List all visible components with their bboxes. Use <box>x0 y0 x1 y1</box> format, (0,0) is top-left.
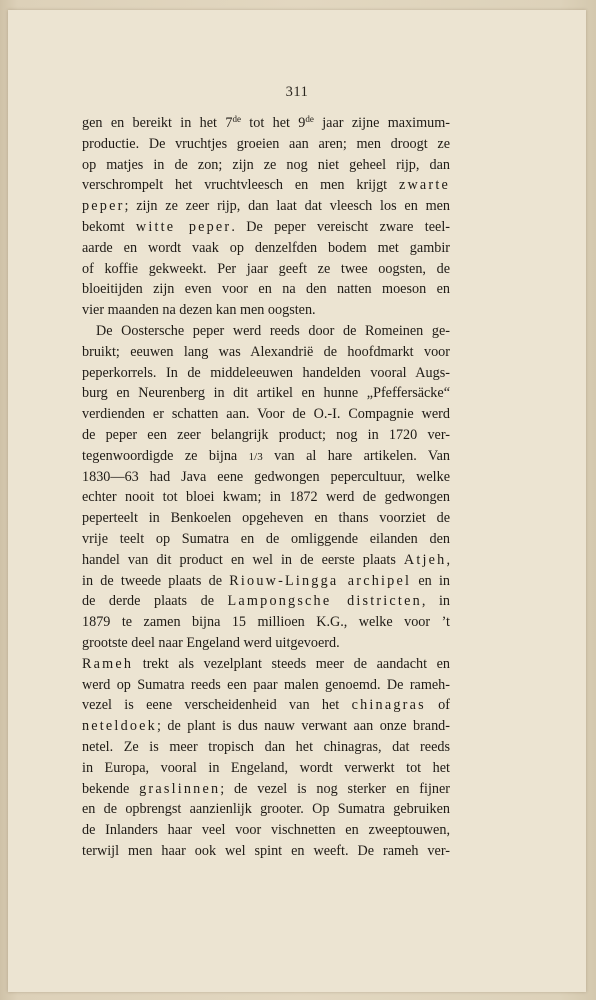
text-line <box>82 758 450 779</box>
text-line <box>82 612 450 633</box>
text-line <box>82 508 450 529</box>
text-run: trekt als vezelplant steeds meer de aandacht en <box>133 655 450 672</box>
text-run: de derde plaats de <box>82 593 228 610</box>
text-run: ; zijn ze zeer rijp, dan laat dat vleesch los en men <box>124 198 450 215</box>
text-line <box>82 425 450 446</box>
text-run: vrije teelt op Sumatra en de omliggende eilanden den <box>82 530 450 547</box>
text-run: , <box>446 551 450 568</box>
text-run: ; de vezel is nog sterker en fijner <box>220 780 450 797</box>
text-line <box>82 217 450 238</box>
text-run: aarde en wordt vaak op denzelfden bodem met gambir <box>82 239 450 256</box>
text-run: en de opbrengst aanzienlijk grooter. Op Sumatra gebruiken <box>82 801 450 818</box>
text-run: verdienden er schatten aan. Voor de O.-I. Compagnie werd <box>82 406 450 423</box>
book-page <box>8 10 586 992</box>
text-line <box>82 383 450 404</box>
text-run: bloeitijden zijn even voor en na den natten moeson en <box>82 281 450 298</box>
text-run: of <box>425 697 450 714</box>
text-line <box>82 467 450 488</box>
text-run: netel. Ze is meer tropisch dan het chinagras, dat reeds <box>82 738 450 755</box>
text-line <box>82 654 450 675</box>
text-line <box>82 841 450 862</box>
page-number: 311 <box>285 84 309 100</box>
body-text <box>82 113 450 862</box>
text-line <box>82 591 450 612</box>
text-line <box>82 446 450 467</box>
text-run: 1879 te zamen bijna 15 millioen K.G., welke voor ’t <box>82 614 450 631</box>
spaced-term: neteldoek <box>82 718 157 735</box>
text-run: gen en bereikt in het 7 <box>82 115 233 131</box>
text-line <box>82 175 450 196</box>
text-run: ; de plant is dus nauw verwant aan onze brand- <box>156 718 450 735</box>
text-line <box>82 196 450 217</box>
text-line <box>82 529 450 550</box>
text-line <box>82 238 450 259</box>
text-line <box>82 737 450 758</box>
text-run: en in <box>411 572 450 589</box>
text-line <box>82 404 450 425</box>
text-run: verschrompelt het vruchtvleesch en men krijgt <box>82 177 399 194</box>
text-line <box>82 633 450 654</box>
text-run: de Inlanders haar veel voor vischnetten en zweeptouwen, <box>82 822 450 839</box>
text-line <box>82 695 450 716</box>
text-run: in Europa, vooral in Engeland, wordt verwerkt tot het <box>82 759 450 776</box>
text-run: vezel is eene verscheidenheid van het <box>82 697 352 714</box>
text-run: op matjes in de zon; zijn ze nog niet geheel rijp, dan <box>82 156 450 173</box>
superscript: de <box>232 114 241 124</box>
spaced-term: graslinnen <box>139 780 221 797</box>
text-run: of koffie gekweekt. Per jaar geeft ze twee oogsten, de <box>82 260 450 277</box>
text-line <box>82 363 450 384</box>
text-run: werd op Sumatra reeds een paar malen genoemd. De rameh- <box>82 676 450 693</box>
text-line <box>82 571 450 592</box>
text-line <box>82 321 450 342</box>
text-line <box>82 300 450 321</box>
text-run: in de tweede plaats de <box>82 572 230 589</box>
text-run: vier maanden na dezen kan men oogsten. <box>82 302 316 319</box>
text-line <box>82 779 450 800</box>
text-run: burg en Neurenberg in dit artikel en hunne „Pfeffersäcke“ <box>82 385 450 402</box>
text-run: bruikt; eeuwen lang was Alexandrië de hoofdmarkt voor <box>82 343 450 360</box>
text-run: peperteelt in Benkoelen opgeheven en thans voorziet de <box>82 510 450 527</box>
spaced-term: Riouw-Lingga archipel <box>229 572 412 589</box>
text-run: echter nooit tot bloei kwam; in 1872 werd de gedwongen <box>82 489 450 506</box>
superscript: de <box>305 114 314 124</box>
text-run: productie. De vruchtjes groeien aan aren; men droogt ze <box>82 135 450 152</box>
spaced-term: Atjeh <box>403 551 447 568</box>
spaced-term: Rameh <box>82 655 134 672</box>
spaced-term: witte peper <box>135 218 232 235</box>
text-run: , in <box>421 593 450 610</box>
text-line <box>82 279 450 300</box>
text-run: terwijl men haar ook wel spint en weeft. De rameh ver- <box>82 842 450 859</box>
text-line <box>82 487 450 508</box>
text-line <box>82 342 450 363</box>
text-line <box>82 675 450 696</box>
spaced-term: zwarte <box>398 177 450 194</box>
text-line <box>82 134 450 155</box>
text-run: 1830—63 had Java eene gedwongen pepercultuur, welke <box>82 468 450 485</box>
text-run: peperkorrels. In de middeleeuwen handelden vooral Augs- <box>82 364 450 381</box>
fraction: 1/3 <box>248 450 263 463</box>
text-line <box>82 155 450 176</box>
text-run: bekomt <box>82 218 136 235</box>
text-run: van al hare artikelen. Van <box>262 447 450 464</box>
spaced-term: peper <box>82 198 125 215</box>
spaced-term: chinagras <box>351 697 426 714</box>
text-line <box>82 799 450 820</box>
text-line <box>82 259 450 280</box>
text-run: de peper een zeer belangrijk product; nog in 1720 ver- <box>82 426 450 443</box>
text-run: grootste deel naar Engeland werd uitgevoerd. <box>82 634 340 651</box>
text-run: bekende <box>82 780 140 797</box>
text-run: jaar zijne maximum- <box>313 115 451 131</box>
text-line <box>82 113 450 134</box>
text-line <box>82 820 450 841</box>
text-line <box>82 550 450 571</box>
text-line <box>82 716 450 737</box>
text-run: tegenwoordigde ze bijna <box>82 447 249 464</box>
text-run: De Oostersche peper werd reeds door de Romeinen ge- <box>96 322 450 339</box>
spaced-term: Lampongsche districten <box>227 593 422 610</box>
text-run: handel van dit product en wel in de eerste plaats <box>82 551 404 568</box>
text-run: tot het 9 <box>240 115 306 131</box>
text-run: . De peper vereischt zware teel- <box>231 218 451 235</box>
